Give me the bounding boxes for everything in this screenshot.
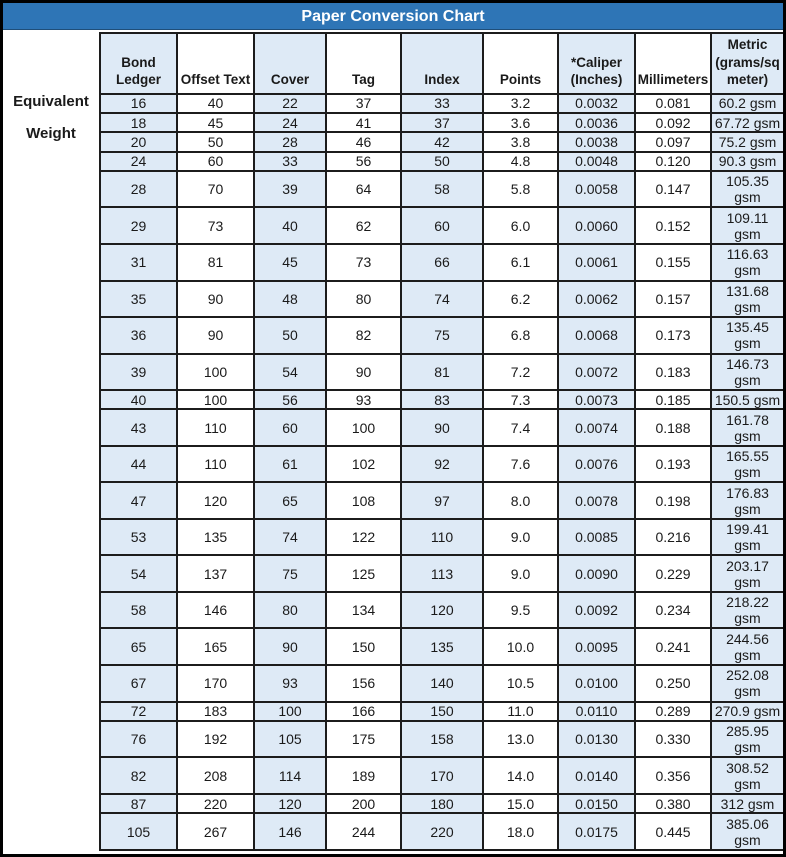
table-cell: 75 [254,555,326,592]
table-cell: 15.0 [483,794,558,813]
table-cell: 70 [177,171,254,208]
table-cell: 165 [177,628,254,665]
table-cell: 0.234 [635,592,711,629]
table-cell: 0.0150 [558,794,635,813]
table-cell: 40 [254,207,326,244]
table-cell: 3.8 [483,132,558,151]
table-cell: 180 [401,794,483,813]
table-cell: 0.0076 [558,446,635,483]
table-cell: 0.241 [635,628,711,665]
table-cell: 100 [177,390,254,409]
table-cell: 176.83 gsm [711,482,784,519]
table-cell: 0.0068 [558,317,635,354]
table-cell: 0.120 [635,152,711,171]
table-cell: 0.0073 [558,390,635,409]
table-cell: 0.185 [635,390,711,409]
table-cell: 308.52 gsm [711,757,784,794]
table-cell: 73 [177,207,254,244]
table-cell: 0.0175 [558,813,635,850]
table-cell: 43 [100,409,177,446]
table-cell: 7.6 [483,446,558,483]
table-cell: 146 [177,592,254,629]
table-cell: 37 [401,113,483,132]
table-cell: 0.183 [635,354,711,391]
table-cell: 105.35 gsm [711,171,784,208]
table-cell: 165.55 gsm [711,446,784,483]
col-header-points: Points [483,33,558,94]
table-row [100,721,784,758]
table-cell: 170 [401,757,483,794]
col-header-bond-ledger: Bond Ledger [100,33,177,94]
table-cell: 156 [326,665,401,702]
table-cell: 4.8 [483,152,558,171]
table-cell: 67.72 gsm [711,113,784,132]
table-cell: 74 [401,281,483,318]
table-cell: 0.356 [635,757,711,794]
table-cell: 113 [401,555,483,592]
table-cell: 28 [100,171,177,208]
table-cell: 74 [254,519,326,556]
table-cell: 73 [326,244,401,281]
table-cell: 90 [177,281,254,318]
table-cell: 47 [100,482,177,519]
col-header-caliper-inches: *Caliper (Inches) [558,33,635,94]
table-cell: 0.152 [635,207,711,244]
table-cell: 0.097 [635,132,711,151]
table-cell: 9.0 [483,519,558,556]
col-header-offset-text: Offset Text [177,33,254,94]
table-cell: 150.5 gsm [711,390,784,409]
table-cell: 131.68 gsm [711,281,784,318]
table-cell: 48 [254,281,326,318]
table-cell: 81 [177,244,254,281]
table-cell: 0.0048 [558,152,635,171]
table-cell: 0.081 [635,94,711,113]
table-cell: 90 [254,628,326,665]
table-cell: 39 [100,354,177,391]
table-cell: 90.3 gsm [711,152,784,171]
table-cell: 56 [254,390,326,409]
table-cell: 60.2 gsm [711,94,784,113]
table-cell: 50 [401,152,483,171]
table-cell: 28 [254,132,326,151]
table-row [100,446,784,483]
table-cell: 80 [326,281,401,318]
table-cell: 110 [177,409,254,446]
table-cell: 61 [254,446,326,483]
table-row [100,281,784,318]
table-cell: 0.193 [635,446,711,483]
table-cell: 0.380 [635,794,711,813]
table-cell: 33 [401,94,483,113]
table-cell: 81 [401,354,483,391]
table-cell: 150 [326,628,401,665]
table-cell: 0.0110 [558,702,635,721]
table-cell: 312 gsm [711,794,784,813]
table-cell: 10.5 [483,665,558,702]
table-cell: 58 [100,592,177,629]
table-cell: 37 [326,94,401,113]
table-cell: 0.198 [635,482,711,519]
table-cell: 192 [177,721,254,758]
table-cell: 7.4 [483,409,558,446]
table-cell: 134 [326,592,401,629]
table-cell: 0.0058 [558,171,635,208]
table-cell: 64 [326,171,401,208]
table-cell: 0.216 [635,519,711,556]
table-row [100,482,784,519]
table-cell: 0.155 [635,244,711,281]
table-cell: 54 [100,555,177,592]
table-cell: 8.0 [483,482,558,519]
table-cell: 0.0032 [558,94,635,113]
table-cell: 150 [401,702,483,721]
table-cell: 42 [401,132,483,151]
table-cell: 170 [177,665,254,702]
table-row [100,813,784,850]
table-cell: 93 [326,390,401,409]
table-cell: 60 [177,152,254,171]
main-area [3,32,783,851]
table-cell: 183 [177,702,254,721]
table-cell: 9.5 [483,592,558,629]
table-cell: 87 [100,794,177,813]
col-header-millimeters: Millimeters [635,33,711,94]
table-cell: 9.0 [483,555,558,592]
table-cell: 102 [326,446,401,483]
table-cell: 45 [254,244,326,281]
col-header-cover: Cover [254,33,326,94]
table-cell: 140 [401,665,483,702]
table-cell: 22 [254,94,326,113]
table-cell: 135 [177,519,254,556]
table-cell: 20 [100,132,177,151]
table-cell: 252.08 gsm [711,665,784,702]
table-cell: 16 [100,94,177,113]
table-cell: 66 [401,244,483,281]
table-cell: 100 [177,354,254,391]
table-cell: 40 [100,390,177,409]
table-cell: 135 [401,628,483,665]
table-cell: 60 [401,207,483,244]
table-cell: 105 [100,813,177,850]
table-cell: 208 [177,757,254,794]
table-cell: 0.092 [635,113,711,132]
table-cell: 100 [254,702,326,721]
table-cell: 6.1 [483,244,558,281]
table-cell: 0.229 [635,555,711,592]
table-cell: 41 [326,113,401,132]
table-cell: 60 [254,409,326,446]
table-cell: 105 [254,721,326,758]
table-row [100,794,784,813]
table-cell: 35 [100,281,177,318]
table-row [100,757,784,794]
page-title: Paper Conversion Chart [3,3,783,30]
table-cell: 0.0062 [558,281,635,318]
table-cell: 62 [326,207,401,244]
table-row [100,317,784,354]
row-group-label [3,32,99,851]
table-cell: 58 [401,171,483,208]
table-cell: 76 [100,721,177,758]
table-cell: 5.8 [483,171,558,208]
table-cell: 10.0 [483,628,558,665]
table-cell: 72 [100,702,177,721]
table-row [100,628,784,665]
table-cell: 90 [326,354,401,391]
table-body [100,94,784,850]
table-row [100,171,784,208]
table-cell: 29 [100,207,177,244]
table-row [100,152,784,171]
table-cell: 0.188 [635,409,711,446]
table-cell: 110 [401,519,483,556]
table-cell: 189 [326,757,401,794]
table-cell: 82 [326,317,401,354]
table-cell: 116.63 gsm [711,244,784,281]
table-cell: 0.0038 [558,132,635,151]
table-cell: 0.0100 [558,665,635,702]
table-row [100,244,784,281]
table-row [100,390,784,409]
col-header-tag: Tag [326,33,401,94]
table-cell: 0.445 [635,813,711,850]
table-cell: 6.2 [483,281,558,318]
table-row [100,702,784,721]
table-cell: 67 [100,665,177,702]
table-cell: 120 [401,592,483,629]
table-cell: 122 [326,519,401,556]
table-cell: 97 [401,482,483,519]
table-cell: 0.0074 [558,409,635,446]
table-cell: 161.78 gsm [711,409,784,446]
table-cell: 6.0 [483,207,558,244]
table-cell: 146.73 gsm [711,354,784,391]
table-cell: 0.250 [635,665,711,702]
table-row [100,354,784,391]
table-cell: 100 [326,409,401,446]
table-cell: 0.0092 [558,592,635,629]
table-cell: 65 [254,482,326,519]
table-cell: 6.8 [483,317,558,354]
table-cell: 166 [326,702,401,721]
table-cell: 0.0078 [558,482,635,519]
table-cell: 80 [254,592,326,629]
table-cell: 270.9 gsm [711,702,784,721]
table-cell: 0.0130 [558,721,635,758]
table-cell: 50 [177,132,254,151]
table-cell: 90 [177,317,254,354]
col-header-index: Index [401,33,483,94]
table-cell: 0.0140 [558,757,635,794]
table-cell: 56 [326,152,401,171]
table-cell: 75 [401,317,483,354]
table-row [100,94,784,113]
row-group-label-line1: Equivalent [13,93,89,110]
table-cell: 45 [177,113,254,132]
table-cell: 0.0072 [558,354,635,391]
table-cell: 93 [254,665,326,702]
col-header-metric-gsm: Metric (grams/sq meter) [711,33,784,94]
table-cell: 146 [254,813,326,850]
table-cell: 92 [401,446,483,483]
table-row [100,113,784,132]
table-cell: 44 [100,446,177,483]
table-cell: 3.2 [483,94,558,113]
table-cell: 135.45 gsm [711,317,784,354]
table-cell: 175 [326,721,401,758]
table-cell: 82 [100,757,177,794]
table-cell: 120 [254,794,326,813]
table-cell: 11.0 [483,702,558,721]
table-cell: 218.22 gsm [711,592,784,629]
table-cell: 18 [100,113,177,132]
table-cell: 0.173 [635,317,711,354]
table-cell: 90 [401,409,483,446]
table-cell: 120 [177,482,254,519]
table-cell: 0.0095 [558,628,635,665]
table-cell: 24 [254,113,326,132]
table-row [100,132,784,151]
table-cell: 14.0 [483,757,558,794]
table-cell: 3.6 [483,113,558,132]
table-cell: 0.0060 [558,207,635,244]
table-cell: 0.0090 [558,555,635,592]
table-cell: 24 [100,152,177,171]
table-row [100,555,784,592]
table-cell: 65 [100,628,177,665]
table-cell: 31 [100,244,177,281]
table-cell: 33 [254,152,326,171]
row-group-label-line2: Weight [26,125,76,142]
table-cell: 40 [177,94,254,113]
table-row [100,592,784,629]
table-row [100,665,784,702]
table-cell: 110 [177,446,254,483]
table-cell: 285.95 gsm [711,721,784,758]
table-cell: 53 [100,519,177,556]
table-cell: 385.06 gsm [711,813,784,850]
table-cell: 203.17 gsm [711,555,784,592]
table-cell: 0.0036 [558,113,635,132]
table-cell: 125 [326,555,401,592]
table-cell: 7.2 [483,354,558,391]
header-row [100,33,784,94]
table-cell: 0.289 [635,702,711,721]
table-cell: 46 [326,132,401,151]
table-cell: 0.330 [635,721,711,758]
table-cell: 267 [177,813,254,850]
table-cell: 108 [326,482,401,519]
table-cell: 199.41 gsm [711,519,784,556]
table-cell: 54 [254,354,326,391]
table-cell: 7.3 [483,390,558,409]
table-cell: 158 [401,721,483,758]
table-cell: 220 [401,813,483,850]
table-cell: 137 [177,555,254,592]
table-cell: 0.0061 [558,244,635,281]
table-cell: 0.0085 [558,519,635,556]
table-cell: 50 [254,317,326,354]
table-cell: 0.157 [635,281,711,318]
table-cell: 109.11 gsm [711,207,784,244]
table-row [100,207,784,244]
table-cell: 220 [177,794,254,813]
table-cell: 36 [100,317,177,354]
table-cell: 200 [326,794,401,813]
table-cell: 114 [254,757,326,794]
table-cell: 244 [326,813,401,850]
table-cell: 75.2 gsm [711,132,784,151]
table-cell: 39 [254,171,326,208]
table-cell: 83 [401,390,483,409]
table-cell: 0.147 [635,171,711,208]
table-cell: 244.56 gsm [711,628,784,665]
conversion-table [99,32,785,851]
table-row [100,519,784,556]
table-cell: 13.0 [483,721,558,758]
table-row [100,409,784,446]
table-cell: 18.0 [483,813,558,850]
